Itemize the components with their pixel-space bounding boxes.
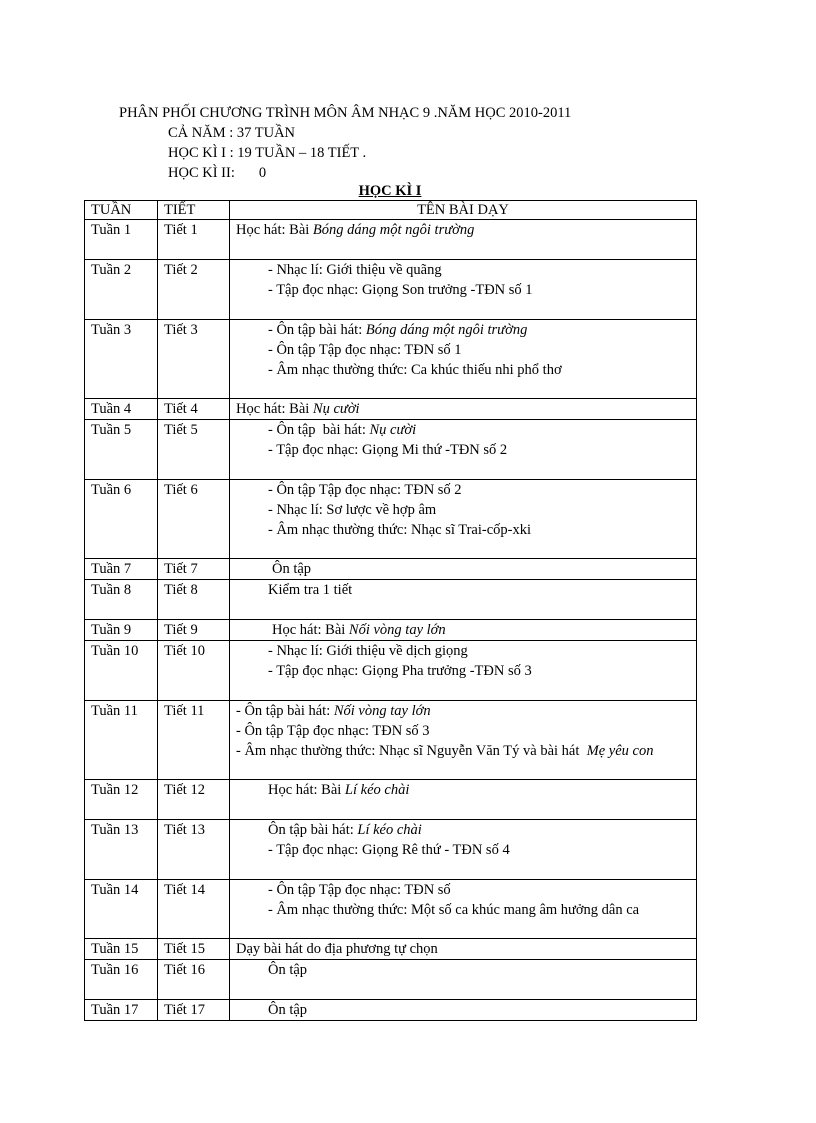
table-row <box>85 559 697 580</box>
period-cell: Tiết 12 <box>158 780 230 820</box>
lesson-cell <box>230 701 697 780</box>
lesson-line <box>268 820 690 840</box>
week-cell: Tuần 7 <box>85 559 158 580</box>
period-cell: Tiết 5 <box>158 420 230 480</box>
period-cell: Tiết 15 <box>158 939 230 960</box>
song-title: Nối vòng tay lớn <box>348 622 446 638</box>
lesson-line <box>236 399 690 419</box>
song-title: Lí kéo chài <box>344 782 410 798</box>
lesson-cell <box>230 620 697 641</box>
lesson-cell <box>230 820 697 880</box>
lesson-cell <box>230 1000 697 1021</box>
period-cell: Tiết 6 <box>158 480 230 559</box>
lesson-text: Ôn tập bài hát: <box>268 822 358 838</box>
lesson-cell <box>230 780 697 820</box>
lesson-line <box>268 880 690 900</box>
header-period: TIẾT <box>158 201 230 220</box>
period-cell: Tiết 2 <box>158 260 230 320</box>
period-cell: Tiết 3 <box>158 320 230 399</box>
lesson-line <box>268 500 690 520</box>
song-title: Nối vòng tay lớn <box>333 703 431 719</box>
period-cell: Tiết 9 <box>158 620 230 641</box>
week-cell: Tuần 15 <box>85 939 158 960</box>
table-row <box>85 260 697 320</box>
lesson-text: - Ôn tập bài hát: <box>268 322 366 338</box>
week-cell: Tuần 17 <box>85 1000 158 1021</box>
week-cell: Tuần 1 <box>85 220 158 260</box>
week-cell: Tuần 13 <box>85 820 158 880</box>
semester1-summary: HỌC KÌ I : 19 TUẦN – 18 TIẾT . <box>168 145 367 161</box>
table-row <box>85 580 697 620</box>
week-cell: Tuần 2 <box>85 260 158 320</box>
week-cell: Tuần 11 <box>85 701 158 780</box>
table-row <box>85 820 697 880</box>
lesson-line <box>268 520 690 540</box>
lesson-text: Học hát: Bài <box>236 222 313 238</box>
song-title: Bóng dáng một ngôi trường <box>312 222 475 238</box>
lesson-text: - Tập đọc nhạc: Giọng Rê thứ - TĐN số 4 <box>268 842 510 858</box>
lesson-line <box>268 840 690 860</box>
lesson-cell <box>230 960 697 1000</box>
lesson-text: - Nhạc lí: Sơ lược về hợp âm <box>268 502 437 518</box>
lesson-text: - Nhạc lí: Giới thiệu về quãng <box>268 262 442 278</box>
week-cell: Tuần 4 <box>85 399 158 420</box>
lesson-line <box>236 741 690 761</box>
lesson-text: Dạy bài hát do địa phương tự chọn <box>236 941 438 957</box>
week-cell: Tuần 5 <box>85 420 158 480</box>
song-title: Nụ cười <box>369 422 417 438</box>
lesson-text: Ôn tập <box>272 561 312 577</box>
semester2-label: HỌC KÌ II: <box>168 165 235 181</box>
lesson-cell <box>230 220 697 260</box>
lesson-cell <box>230 880 697 939</box>
period-cell: Tiết 11 <box>158 701 230 780</box>
table-row <box>85 939 697 960</box>
lesson-text: - Ôn tập bài hát: <box>268 422 370 438</box>
semester-title: HỌC KÌ I <box>358 183 422 199</box>
lesson-text: - Ôn tập Tập đọc nhạc: TĐN số <box>268 882 451 898</box>
table-body <box>85 220 697 1021</box>
lesson-line <box>272 620 690 640</box>
period-cell: Tiết 8 <box>158 580 230 620</box>
table-row <box>85 641 697 701</box>
curriculum-table <box>84 200 697 1021</box>
lesson-line <box>272 559 690 579</box>
week-cell: Tuần 6 <box>85 480 158 559</box>
lesson-line <box>268 440 690 460</box>
lesson-text: Học hát: Bài <box>236 401 313 417</box>
lesson-text: - Ôn tập bài hát: <box>236 703 334 719</box>
lesson-cell <box>230 399 697 420</box>
semester2-summary <box>168 163 266 183</box>
period-cell: Tiết 10 <box>158 641 230 701</box>
semester2-value: 0 <box>258 165 267 181</box>
header-week: TUẦN <box>85 201 158 220</box>
lesson-line <box>268 780 690 800</box>
header-lesson: TÊN BÀI DẠY <box>230 201 697 220</box>
lesson-line <box>268 1000 690 1020</box>
lesson-text: Học hát: Bài <box>272 622 349 638</box>
table-row <box>85 220 697 260</box>
week-cell: Tuần 8 <box>85 580 158 620</box>
document-title: PHÂN PHỐI CHƯƠNG TRÌNH MÔN ÂM NHẠC 9 .NĂM HỌC 2010-2011 <box>119 105 572 121</box>
lesson-cell <box>230 480 697 559</box>
lesson-line <box>268 900 690 920</box>
lesson-line <box>268 260 690 280</box>
lesson-text: - Ôn tập Tập đọc nhạc: TĐN số 3 <box>236 723 430 739</box>
lesson-cell <box>230 939 697 960</box>
lesson-cell <box>230 559 697 580</box>
lesson-text: - Âm nhạc thường thức: Một số ca khúc mang âm hưởng dân ca <box>268 902 640 918</box>
lesson-cell <box>230 320 697 399</box>
lesson-line <box>268 340 690 360</box>
lesson-cell <box>230 641 697 701</box>
table-row <box>85 420 697 480</box>
period-cell: Tiết 16 <box>158 960 230 1000</box>
period-cell: Tiết 1 <box>158 220 230 260</box>
table-header-row <box>85 201 697 220</box>
lesson-text: - Âm nhạc thường thức: Nhạc sĩ Nguyễn Văn Tý và bài hát <box>236 743 587 759</box>
period-cell: Tiết 13 <box>158 820 230 880</box>
lesson-cell <box>230 260 697 320</box>
week-cell: Tuần 16 <box>85 960 158 1000</box>
table-row <box>85 701 697 780</box>
table-row <box>85 780 697 820</box>
lesson-line <box>236 939 690 959</box>
lesson-line <box>236 721 690 741</box>
table-row <box>85 620 697 641</box>
table-row <box>85 880 697 939</box>
lesson-text: - Âm nhạc thường thức: Ca khúc thiếu nhi phổ thơ <box>268 362 562 378</box>
week-cell: Tuần 10 <box>85 641 158 701</box>
lesson-line <box>268 480 690 500</box>
song-title: Lí kéo chài <box>357 822 422 838</box>
lesson-line <box>268 580 690 600</box>
table-row <box>85 320 697 399</box>
lesson-cell <box>230 420 697 480</box>
week-cell: Tuần 9 <box>85 620 158 641</box>
period-cell: Tiết 4 <box>158 399 230 420</box>
lesson-text: - Âm nhạc thường thức: Nhạc sĩ Trai-cốp-xki <box>268 522 531 538</box>
lesson-text: Ôn tập <box>268 1002 308 1018</box>
lesson-line <box>268 641 690 661</box>
lesson-text: - Tập đọc nhạc: Giọng Mi thứ -TĐN số 2 <box>268 442 508 458</box>
lesson-line <box>268 420 690 440</box>
lesson-line <box>236 701 690 721</box>
lesson-line <box>268 320 690 340</box>
period-cell: Tiết 17 <box>158 1000 230 1021</box>
song-title: Bóng dáng một ngôi trường <box>365 322 528 338</box>
lesson-text: - Tập đọc nhạc: Giọng Pha trưởng -TĐN số 3 <box>268 663 532 679</box>
lesson-line <box>268 280 690 300</box>
lesson-line <box>268 661 690 681</box>
lesson-text: Học hát: Bài <box>268 782 345 798</box>
lesson-cell <box>230 580 697 620</box>
table-row <box>85 960 697 1000</box>
year-summary: CẢ NĂM : 37 TUẦN <box>168 125 296 141</box>
table-row <box>85 1000 697 1021</box>
song-title: Nụ cười <box>312 401 360 417</box>
lesson-text: - Ôn tập Tập đọc nhạc: TĐN số 2 <box>268 482 462 498</box>
lesson-text: - Ôn tập Tập đọc nhạc: TĐN số 1 <box>268 342 462 358</box>
lesson-text: - Nhạc lí: Giới thiệu về dịch giọng <box>268 643 468 659</box>
lesson-text: - Tập đọc nhạc: Giọng Son trưởng -TĐN số 1 <box>268 282 533 298</box>
lesson-line <box>268 960 690 980</box>
week-cell: Tuần 3 <box>85 320 158 399</box>
song-title: Mẹ yêu con <box>586 743 654 759</box>
lesson-line <box>236 220 690 240</box>
week-cell: Tuần 14 <box>85 880 158 939</box>
lesson-text: Kiểm tra 1 tiết <box>268 582 353 598</box>
table-row <box>85 399 697 420</box>
period-cell: Tiết 7 <box>158 559 230 580</box>
table-row <box>85 480 697 559</box>
week-cell: Tuần 12 <box>85 780 158 820</box>
lesson-text: Ôn tập <box>268 962 308 978</box>
period-cell: Tiết 14 <box>158 880 230 939</box>
lesson-line <box>268 360 690 380</box>
